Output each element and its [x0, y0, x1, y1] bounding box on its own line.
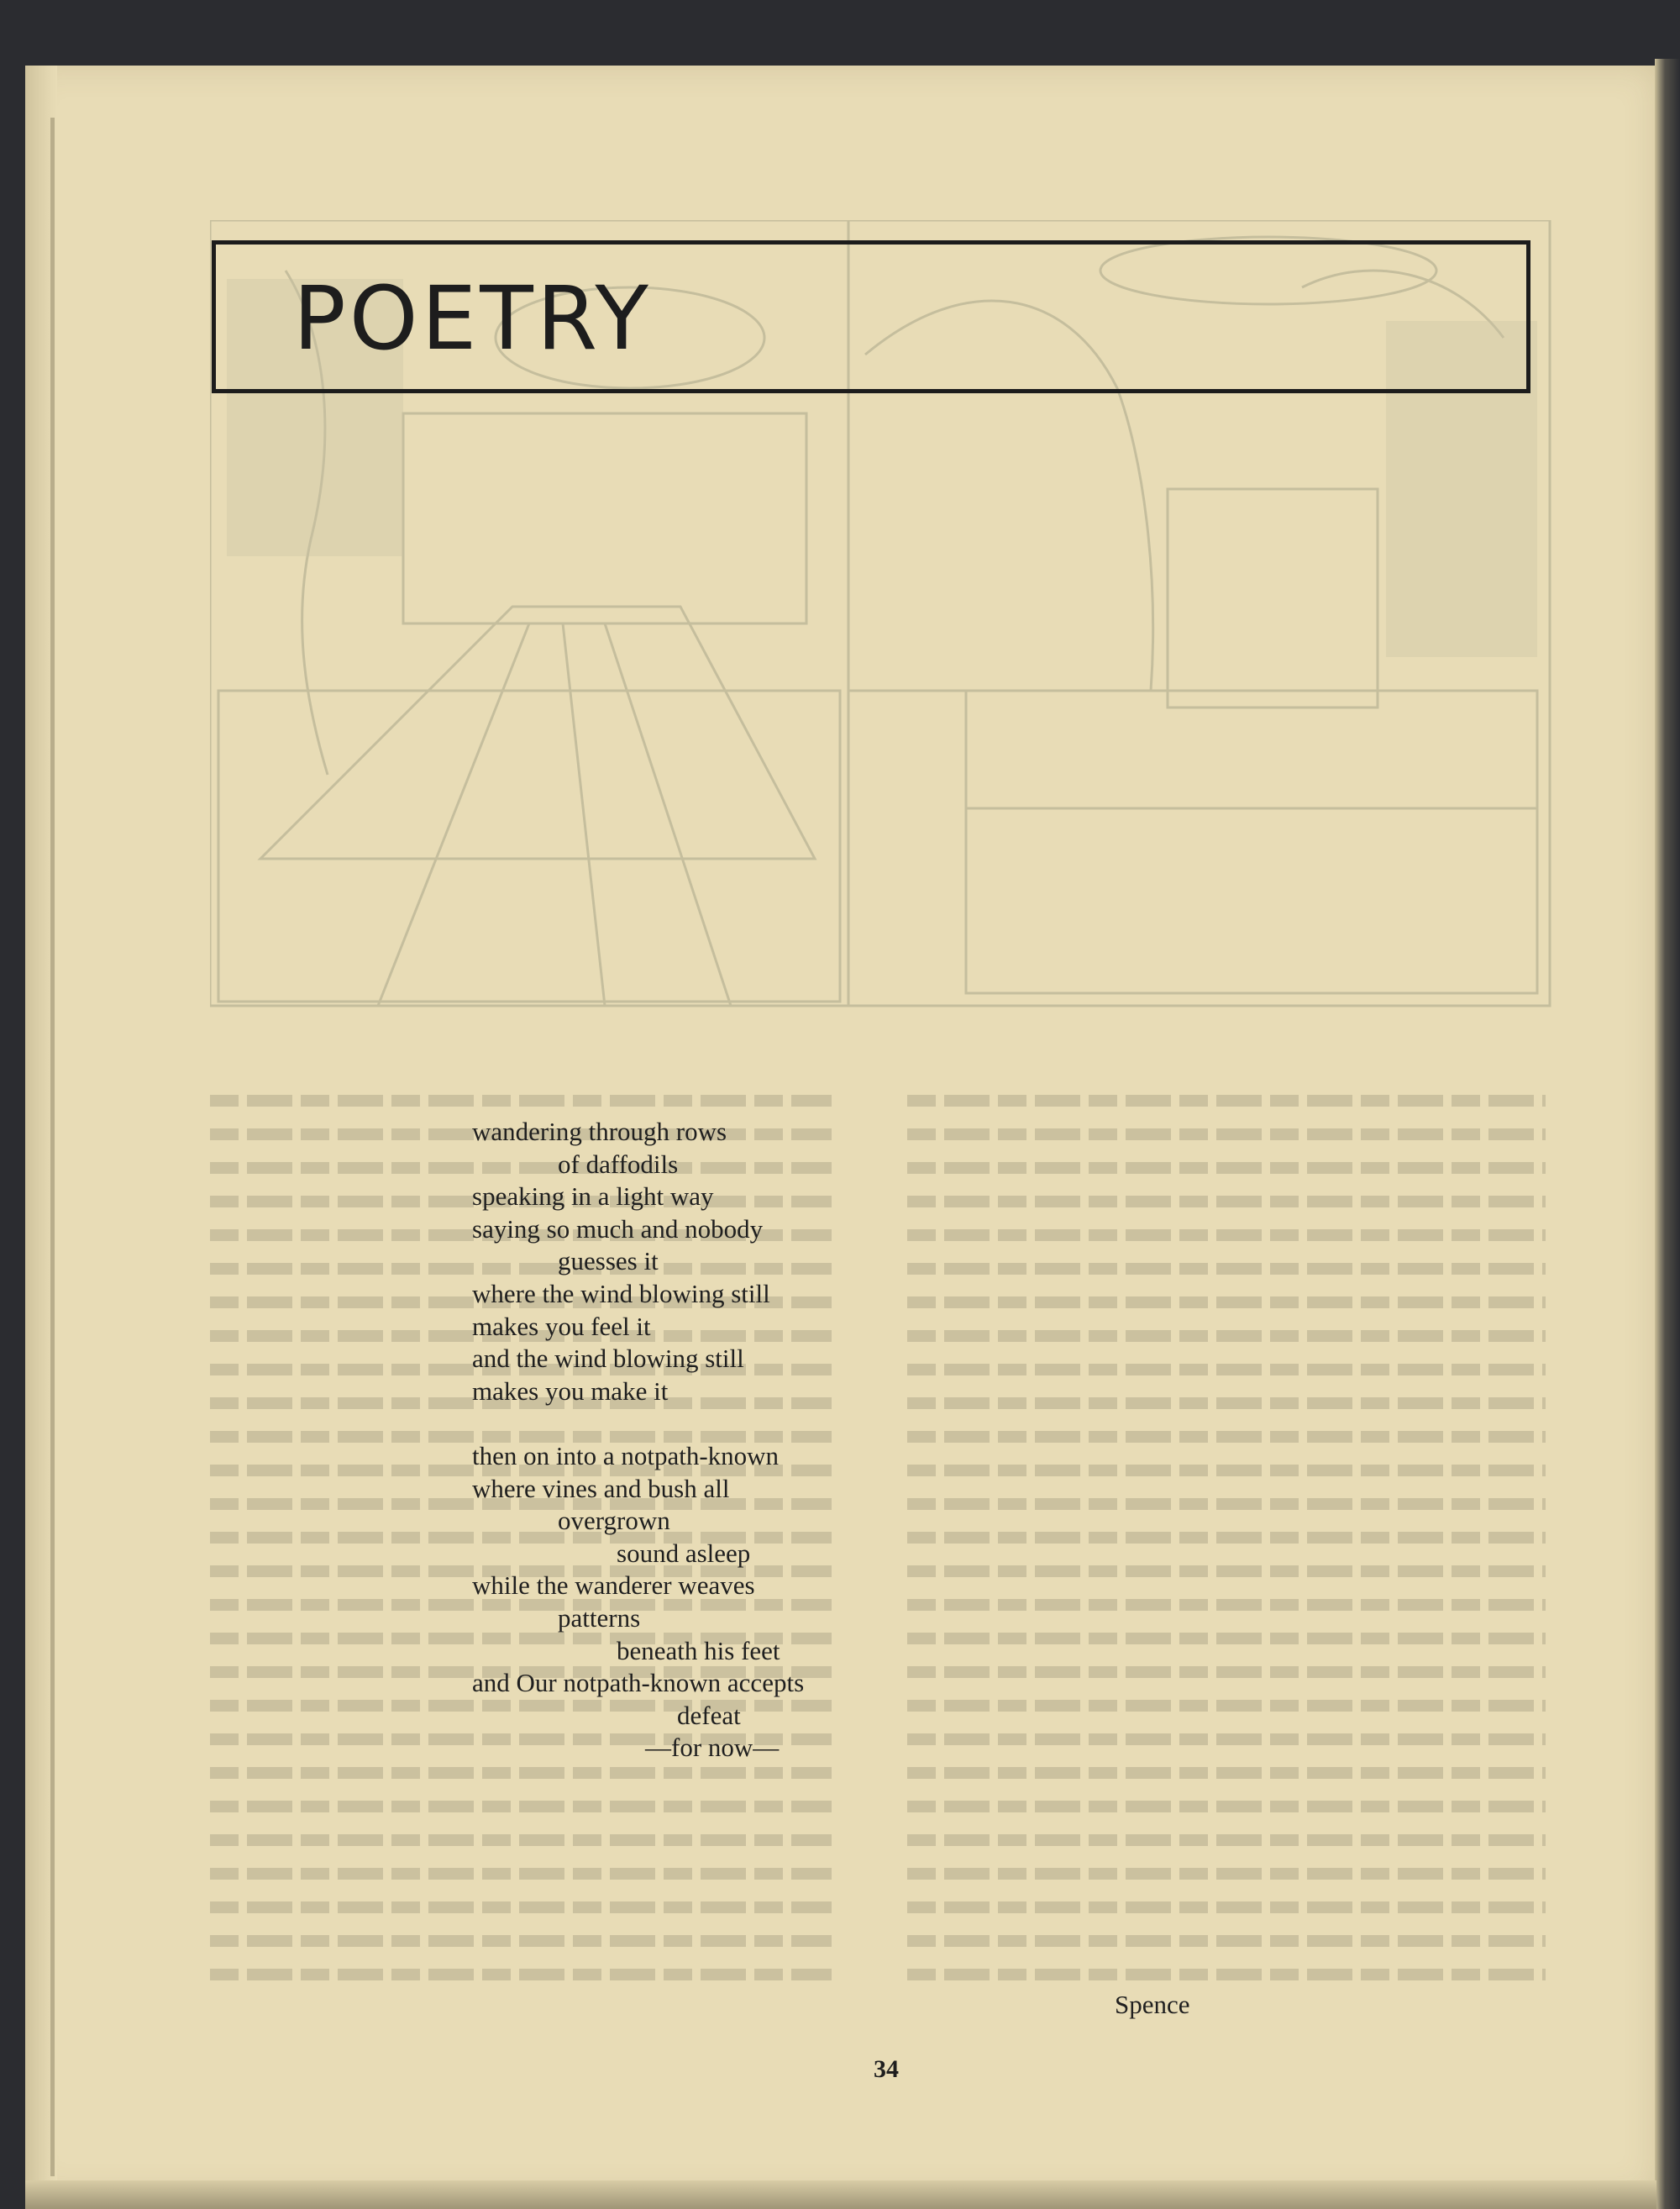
page-title: POETRY — [293, 267, 652, 370]
poem-line: makes you feel it — [472, 1311, 651, 1341]
page-number: 34 — [874, 2055, 899, 2083]
poem-line: then on into a notpath-known — [472, 1440, 780, 1470]
poem-line: —for now— — [645, 1733, 780, 1763]
poem-line: beneath his feet — [617, 1635, 780, 1665]
poem-line: where the wind blowing still — [472, 1278, 770, 1308]
poem-line: guesses it — [558, 1246, 659, 1276]
poem-line: where vines and bush all — [472, 1473, 730, 1503]
right-page-edge — [1655, 59, 1680, 2209]
poem-line: speaking in a light way — [472, 1181, 714, 1212]
poem-line: while the wanderer weaves — [472, 1570, 755, 1601]
poem-line: patterns — [558, 1602, 641, 1633]
stanza-break — [472, 1407, 804, 1440]
title-frame — [212, 240, 1530, 393]
show-through-text-right — [907, 1084, 1546, 2033]
poem-line: defeat — [677, 1700, 741, 1730]
poem-line: sound asleep — [617, 1538, 751, 1568]
poem-line: and the wind blowing still — [472, 1344, 744, 1374]
poem-line: wandering through rows — [472, 1117, 727, 1146]
poem-line: of daffodils — [558, 1149, 679, 1179]
poem-line: overgrown — [558, 1506, 670, 1536]
binding-strip — [50, 118, 55, 2176]
poem-line: makes you make it — [472, 1375, 669, 1406]
bottom-gutter — [25, 2180, 1656, 2209]
poem-line: and Our notpath-known accepts — [472, 1668, 805, 1698]
poem-body — [472, 1116, 804, 1765]
author-signature: Spence — [1115, 1990, 1190, 2019]
poem-line: saying so much and nobody — [472, 1213, 764, 1244]
